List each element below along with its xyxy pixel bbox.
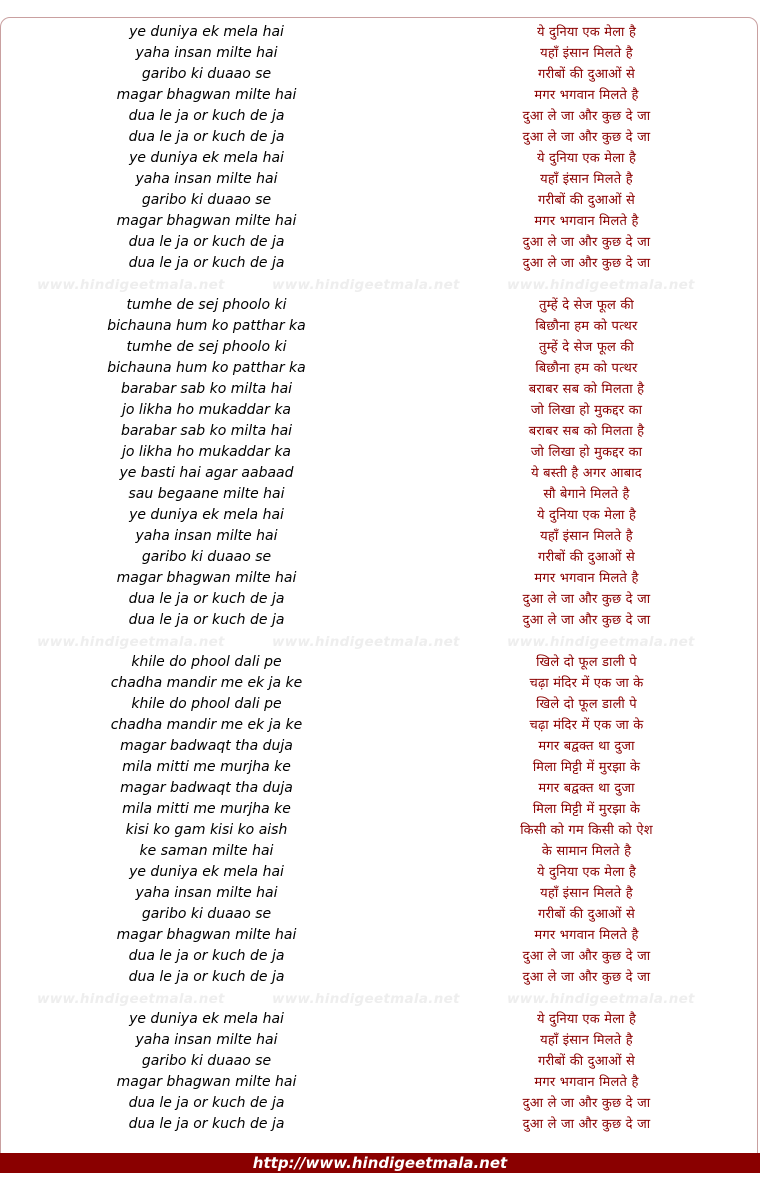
lyric-line-hindi: मगर भगवान मिलते है (534, 928, 639, 943)
lyric-line-hindi: दुआ ले जा और कुछ दे जा (522, 130, 651, 145)
lyric-line-hindi: बिछौना हम को पत्थर (535, 319, 638, 334)
lyric-line (0, 379, 760, 400)
lyric-line (0, 232, 760, 253)
lyrics-stanza (0, 652, 760, 988)
lyric-line-english: garibo ki duaao se (141, 549, 272, 565)
watermark-text: www.hindigeetmala.net (507, 633, 695, 650)
lyric-line-english: dua le ja or kuch de ja (128, 591, 285, 607)
lyric-line (0, 316, 760, 337)
watermark-text: www.hindigeetmala.net (507, 990, 695, 1007)
lyric-line (0, 694, 760, 715)
lyric-line-english: mila mitti me murjha ke (122, 801, 291, 817)
lyric-line-hindi: के सामान मिलते है (541, 844, 632, 859)
lyric-line-english: ye basti hai agar aabaad (119, 465, 294, 481)
lyric-line (0, 673, 760, 694)
lyric-line-english: dua le ja or kuch de ja (128, 255, 285, 271)
lyric-line-hindi: यहाँ इंसान मिलते है (540, 46, 633, 61)
lyrics-body (0, 22, 760, 1135)
lyric-line-english: mila mitti me murjha ke (122, 759, 291, 775)
lyric-line-english: khile do phool dali pe (131, 696, 282, 712)
lyric-line-english: ye duniya ek mela hai (129, 150, 284, 166)
lyric-line (0, 547, 760, 568)
lyric-line-english: ye duniya ek mela hai (129, 1011, 284, 1027)
lyric-line-hindi: गरीबों की दुआओं से (537, 550, 635, 565)
lyric-line-hindi: मगर भगवान मिलते है (534, 571, 639, 586)
lyric-line-hindi: मिला मिट्टी में मुरझा के (532, 802, 641, 817)
lyric-line (0, 883, 760, 904)
lyric-line (0, 1009, 760, 1030)
lyric-line (0, 715, 760, 736)
lyric-line (0, 253, 760, 274)
lyric-line (0, 484, 760, 505)
lyric-line-hindi: सौ बेगाने मिलते है (543, 487, 630, 502)
lyric-line (0, 1114, 760, 1135)
lyric-line-hindi: दुआ ले जा और कुछ दे जा (522, 970, 651, 985)
lyric-line (0, 799, 760, 820)
lyric-line-hindi: दुआ ले जा और कुछ दे जा (522, 1117, 651, 1132)
lyric-line-hindi: गरीबों की दुआओं से (537, 907, 635, 922)
lyrics-stanza (0, 1009, 760, 1135)
lyric-line-hindi: चढ़ा मंदिर में एक जा के (529, 676, 644, 691)
lyric-line-english: magar bhagwan milte hai (116, 87, 297, 103)
lyric-line-english: magar bhagwan milte hai (116, 570, 297, 586)
lyric-line-hindi: बिछौना हम को पत्थर (535, 361, 638, 376)
lyric-line-hindi: तुम्हें दे सेज फूल की (539, 298, 634, 313)
lyric-line-hindi: जो लिखा हो मुकद्दर का (530, 445, 643, 460)
lyric-line (0, 820, 760, 841)
lyric-line-english: chadha mandir me ek ja ke (110, 675, 303, 691)
lyric-line-english: magar bhagwan milte hai (116, 1074, 297, 1090)
lyric-line (0, 568, 760, 589)
lyric-line (0, 169, 760, 190)
lyric-line (0, 190, 760, 211)
lyric-line (0, 421, 760, 442)
lyric-line-english: magar badwaqt tha duja (120, 738, 293, 754)
lyric-line-english: sau begaane milte hai (128, 486, 285, 502)
lyric-line-english: kisi ko gam kisi ko aish (125, 822, 288, 838)
watermark-text: www.hindigeetmala.net (37, 990, 225, 1007)
lyric-line (0, 1051, 760, 1072)
lyric-line-english: yaha insan milte hai (135, 1032, 278, 1048)
lyric-line (0, 841, 760, 862)
lyric-line-english: garibo ki duaao se (141, 906, 272, 922)
lyric-line-hindi: चढ़ा मंदिर में एक जा के (529, 718, 644, 733)
lyric-line-hindi: दुआ ले जा और कुछ दे जा (522, 613, 651, 628)
lyric-line-english: bichauna hum ko patthar ka (107, 318, 306, 334)
lyric-line-hindi: गरीबों की दुआओं से (537, 1054, 635, 1069)
watermark-row (0, 988, 760, 1009)
lyric-line (0, 22, 760, 43)
lyric-line (0, 505, 760, 526)
watermark-text: www.hindigeetmala.net (507, 276, 695, 293)
lyric-line (0, 85, 760, 106)
lyric-line-english: yaha insan milte hai (135, 45, 278, 61)
lyric-line (0, 1072, 760, 1093)
lyric-line-english: dua le ja or kuch de ja (128, 234, 285, 250)
lyric-line-english: yaha insan milte hai (135, 171, 278, 187)
lyric-line-hindi: ये बस्ती है अगर आबाद (531, 466, 642, 481)
lyric-line-hindi: ये दुनिया एक मेला है (536, 25, 637, 40)
lyric-line (0, 64, 760, 85)
lyric-line-english: khile do phool dali pe (131, 654, 282, 670)
lyric-line-hindi: यहाँ इंसान मिलते है (540, 529, 633, 544)
lyric-line-english: garibo ki duaao se (141, 66, 272, 82)
lyric-line-english: jo likha ho mukaddar ka (121, 444, 292, 460)
lyric-line-english: ye duniya ek mela hai (129, 24, 284, 40)
lyric-line-hindi: किसी को गम किसी को ऐश (520, 823, 653, 838)
lyric-line (0, 652, 760, 673)
lyric-line (0, 946, 760, 967)
lyric-line-english: dua le ja or kuch de ja (128, 1116, 285, 1132)
lyric-line-hindi: दुआ ले जा और कुछ दे जा (522, 109, 651, 124)
lyric-line-english: dua le ja or kuch de ja (128, 1095, 285, 1111)
lyric-line-hindi: दुआ ले जा और कुछ दे जा (522, 235, 651, 250)
lyric-line-hindi: दुआ ले जा और कुछ दे जा (522, 592, 651, 607)
watermark-text: www.hindigeetmala.net (272, 276, 460, 293)
lyric-line-hindi: ये दुनिया एक मेला है (536, 151, 637, 166)
lyric-line-hindi: ये दुनिया एक मेला है (536, 1012, 637, 1027)
lyric-line-english: yaha insan milte hai (135, 528, 278, 544)
lyric-line (0, 106, 760, 127)
lyric-line (0, 925, 760, 946)
lyric-line-hindi: दुआ ले जा और कुछ दे जा (522, 949, 651, 964)
lyric-line (0, 358, 760, 379)
lyric-line-english: jo likha ho mukaddar ka (121, 402, 292, 418)
lyric-line-english: magar badwaqt tha duja (120, 780, 293, 796)
lyric-line-hindi: गरीबों की दुआओं से (537, 67, 635, 82)
lyric-line (0, 904, 760, 925)
lyric-line-hindi: ये दुनिया एक मेला है (536, 508, 637, 523)
lyric-line-english: barabar sab ko milta hai (120, 381, 293, 397)
lyric-line-hindi: मगर भगवान मिलते है (534, 88, 639, 103)
lyric-line (0, 526, 760, 547)
lyric-line-hindi: बराबर सब को मिलता है (528, 424, 645, 439)
watermark-text: www.hindigeetmala.net (272, 990, 460, 1007)
lyrics-stanza (0, 22, 760, 274)
lyric-line-hindi: मगर भगवान मिलते है (534, 1075, 639, 1090)
lyric-line (0, 337, 760, 358)
lyric-line-english: chadha mandir me ek ja ke (110, 717, 303, 733)
lyric-line (0, 400, 760, 421)
lyrics-stanza (0, 295, 760, 631)
lyric-line-english: ye duniya ek mela hai (129, 864, 284, 880)
lyric-line-english: dua le ja or kuch de ja (128, 969, 285, 985)
lyric-line-hindi: यहाँ इंसान मिलते है (540, 886, 633, 901)
lyric-line-hindi: मगर भगवान मिलते है (534, 214, 639, 229)
lyric-line (0, 127, 760, 148)
lyric-line-hindi: दुआ ले जा और कुछ दे जा (522, 256, 651, 271)
lyric-line-hindi: गरीबों की दुआओं से (537, 193, 635, 208)
lyric-line-english: barabar sab ko milta hai (120, 423, 293, 439)
lyric-line-english: garibo ki duaao se (141, 1053, 272, 1069)
watermark-row (0, 274, 760, 295)
lyric-line-english: ke saman milte hai (139, 843, 274, 859)
lyric-line-hindi: यहाँ इंसान मिलते है (540, 172, 633, 187)
lyric-line-hindi: जो लिखा हो मुकद्दर का (530, 403, 643, 418)
watermark-text: www.hindigeetmala.net (37, 276, 225, 293)
lyric-line-hindi: मगर बद्वक्त था दुजा (538, 739, 635, 754)
lyric-line-english: dua le ja or kuch de ja (128, 108, 285, 124)
lyric-line-hindi: दुआ ले जा और कुछ दे जा (522, 1096, 651, 1111)
lyric-line-english: dua le ja or kuch de ja (128, 948, 285, 964)
lyric-line-english: bichauna hum ko patthar ka (107, 360, 306, 376)
lyric-line (0, 862, 760, 883)
lyric-line (0, 757, 760, 778)
lyric-line (0, 1030, 760, 1051)
lyric-line-english: magar bhagwan milte hai (116, 927, 297, 943)
lyric-line-english: ye duniya ek mela hai (129, 507, 284, 523)
watermark-text: www.hindigeetmala.net (37, 633, 225, 650)
lyric-line-hindi: खिले दो फूल डाली पे (536, 655, 637, 670)
lyric-line-english: garibo ki duaao se (141, 192, 272, 208)
lyric-line-hindi: यहाँ इंसान मिलते है (540, 1033, 633, 1048)
lyric-line (0, 211, 760, 232)
lyric-line-hindi: मिला मिट्टी में मुरझा के (532, 760, 641, 775)
lyric-line (0, 1093, 760, 1114)
watermark-row (0, 631, 760, 652)
lyric-line-english: dua le ja or kuch de ja (128, 129, 285, 145)
lyric-line-english: tumhe de sej phoolo ki (126, 339, 287, 355)
lyric-line-english: dua le ja or kuch de ja (128, 612, 285, 628)
lyric-line (0, 442, 760, 463)
lyric-line-hindi: तुम्हें दे सेज फूल की (539, 340, 634, 355)
lyric-line (0, 589, 760, 610)
lyric-line (0, 778, 760, 799)
lyric-line (0, 610, 760, 631)
lyric-line (0, 736, 760, 757)
lyric-line (0, 148, 760, 169)
lyric-line (0, 967, 760, 988)
lyric-line (0, 43, 760, 64)
lyric-line-hindi: बराबर सब को मिलता है (528, 382, 645, 397)
lyric-line-hindi: खिले दो फूल डाली पे (536, 697, 637, 712)
lyric-line (0, 295, 760, 316)
lyric-line-english: tumhe de sej phoolo ki (126, 297, 287, 313)
lyric-line-english: yaha insan milte hai (135, 885, 278, 901)
lyric-line-hindi: मगर बद्वक्त था दुजा (538, 781, 635, 796)
lyric-line (0, 463, 760, 484)
lyric-line-hindi: ये दुनिया एक मेला है (536, 865, 637, 880)
footer-url-bar[interactable]: http://www.hindigeetmala.net (0, 1153, 760, 1173)
watermark-text: www.hindigeetmala.net (272, 633, 460, 650)
lyric-line-english: magar bhagwan milte hai (116, 213, 297, 229)
